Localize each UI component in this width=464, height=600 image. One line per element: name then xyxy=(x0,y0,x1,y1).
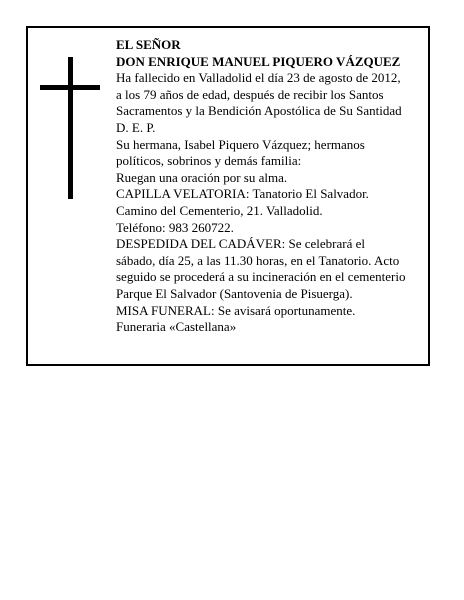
latin-cross-icon xyxy=(40,57,100,199)
notice-line: sábado, día 25, a las 11.30 horas, en el Tanatorio. Acto xyxy=(116,252,400,268)
notice-line: Su hermana, Isabel Piquero Vázquez; hermanos xyxy=(116,136,365,152)
notice-line: Camino del Cementerio, 21. Valladolid. xyxy=(116,202,323,218)
notice-line: DESPEDIDA DEL CADÁVER: Se celebrará el xyxy=(116,236,365,252)
cross-horizontal-bar xyxy=(40,85,100,90)
deceased-name: DON ENRIQUE MANUEL PIQUERO VÁZQUEZ xyxy=(116,53,401,69)
cross-vertical-bar xyxy=(68,57,73,199)
notice-line: políticos, sobrinos y demás familia: xyxy=(116,153,302,169)
notice-line: D. E. P. xyxy=(116,119,156,135)
notice-line: seguido se procederá a su incineración en el cementerio xyxy=(116,269,406,285)
notice-line: Sacramentos y la Bendición Apostólica de Su Santidad xyxy=(116,103,402,119)
notice-line: Parque El Salvador (Santovenia de Pisuerga). xyxy=(116,285,353,301)
notice-line: CAPILLA VELATORIA: Tanatorio El Salvador. xyxy=(116,186,369,202)
notice-line: Ha fallecido en Valladolid el día 23 de agosto de 2012, xyxy=(116,70,401,86)
notice-line: Ruegan una oración por su alma. xyxy=(116,169,288,185)
notice-text xyxy=(116,37,428,336)
notice-line: Teléfono: 983 260722. xyxy=(116,219,234,235)
obituary-notice xyxy=(26,26,430,366)
notice-line: MISA FUNERAL: Se avisará oportunamente. xyxy=(116,302,356,318)
notice-heading: EL SEÑOR xyxy=(116,37,181,52)
notice-line: Funeraria «Castellana» xyxy=(116,319,237,335)
notice-line: a los 79 años de edad, después de recibir los Santos xyxy=(116,86,384,102)
